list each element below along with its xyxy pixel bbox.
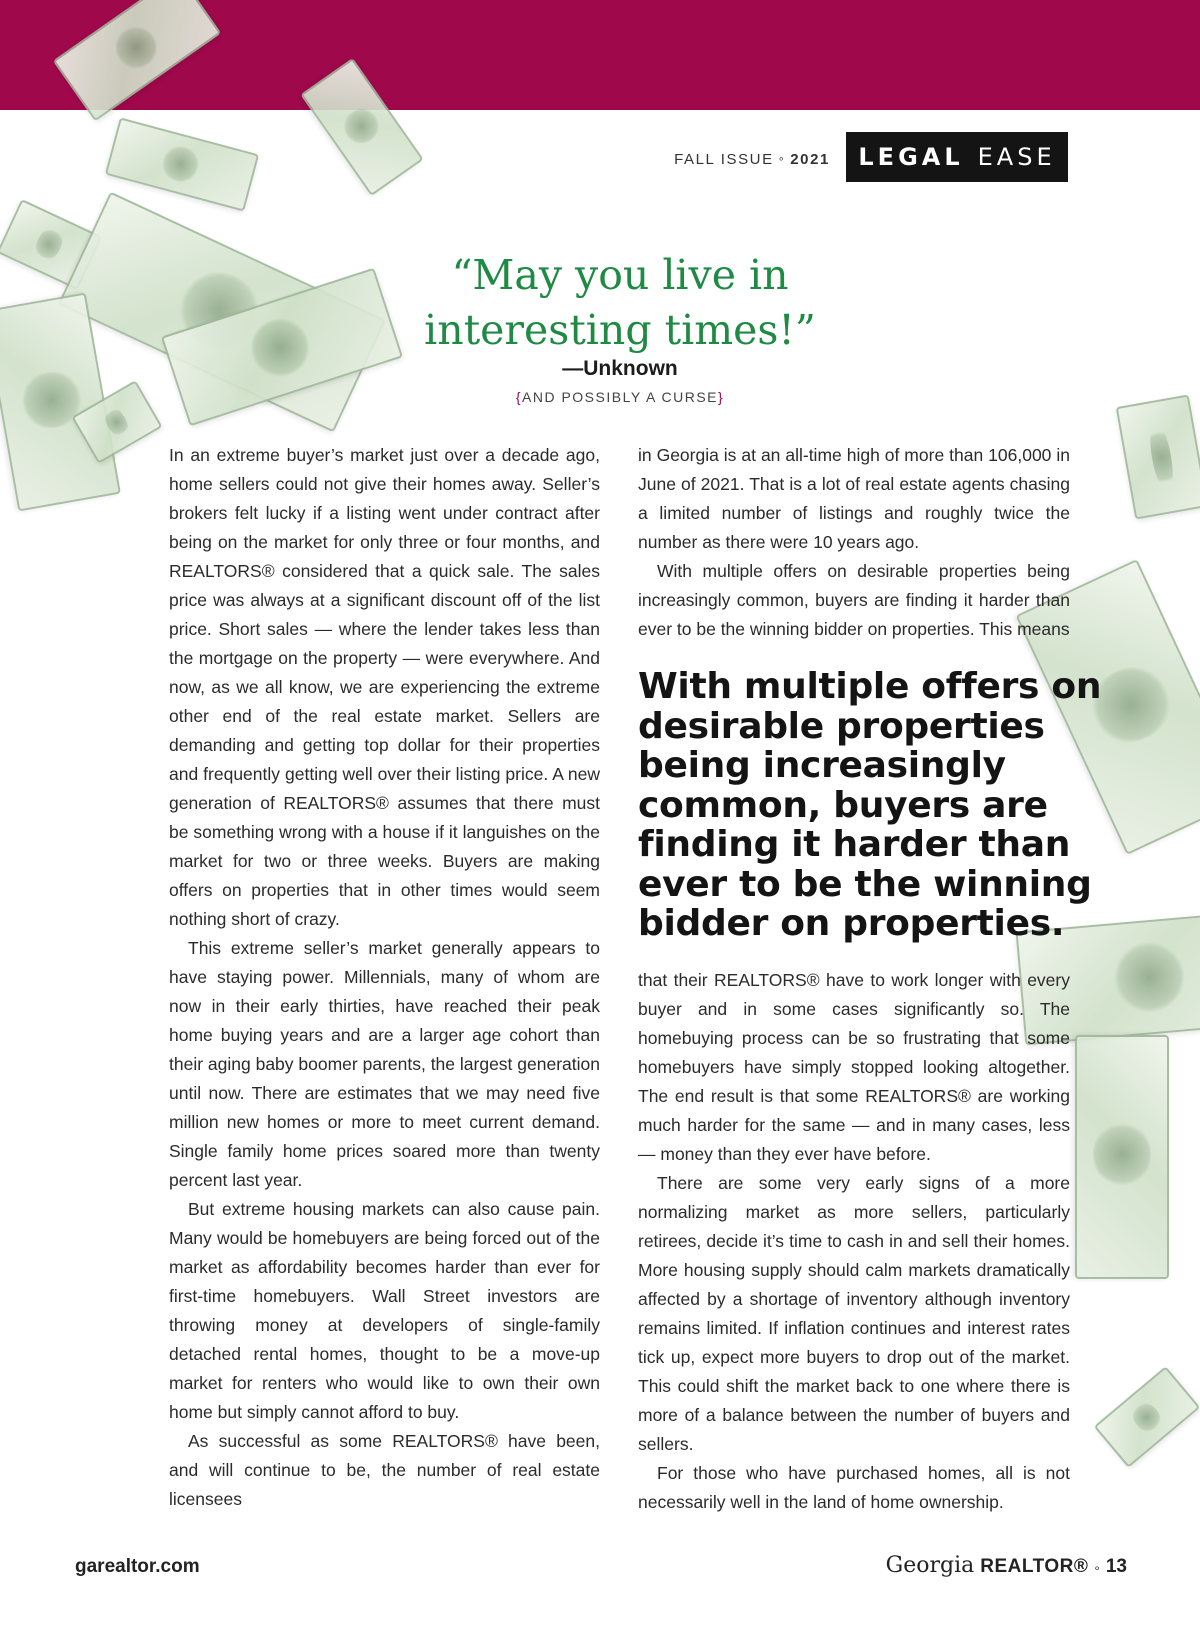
article-paragraph: But extreme housing markets can also cause pain. Many would be homebuyers are being forced out of the market as affordability becomes harder than ever for first-time homebuyers. Wall Street investors are throwing money at developers of single-family detached rental homes, thought to be a move-up market for renters who would like to own their own home but simply cannot afford to buy. [169, 1199, 600, 1422]
article-paragraph: that their REALTORS® have to work longer with every buyer and in some cases significantly so. The homebuying process can be so frustrating that some homebuyers have simply stopped looking altogether. The end result is that some REALTORS® are working much harder for the same — and in many cases, less — money than they ever have before. [638, 970, 1070, 1164]
issue-label: FALL ISSUE [674, 151, 774, 168]
quote-line-2: interesting times!” [424, 306, 816, 354]
article-paragraph: As successful as some REALTORS® have been, and will continue to be, the number of real estate licensees [169, 1431, 600, 1509]
issue-line [674, 151, 830, 168]
article-paragraph: In an extreme buyer’s market just over a decade ago, home sellers could not give their homes away. Seller’s brokers felt lucky if a listing went under contract after being on the market for only three or four months, and REALTORS® considered that a quick sale. The sales price was always at a significant discount off of the list price. Short sales — where the lender takes less than the mortgage on the property — were everywhere. And now, as we all know, we are experiencing the extreme other end of the real estate market. Sellers are demanding and getting top dollar for their properties and frequently getting well over their listing price. A new generation of REALTORS® assumes that there must be something wrong with a house if it languishes on the market for two or three weeks. Buyers are making offers on properties that in other times would seem nothing short of crazy. [169, 445, 600, 929]
brace-close: } [718, 389, 725, 405]
issue-year: 2021 [790, 151, 830, 168]
article-paragraph: For those who have purchased homes, all is not necessarily well in the land of home ownership. [638, 1463, 1070, 1512]
article-column-right-top [638, 441, 1070, 644]
brace-open: { [515, 389, 522, 405]
article-paragraph: in Georgia is at an all-time high of more than 106,000 in June of 2021. That is a lot of real estate agents chasing a limited number of listings and roughly twice the number as there were 10 years ago. [638, 445, 1070, 552]
article-paragraph: This extreme seller’s market generally appears to have staying power. Millennials, many of whom are now in their early thirties, have reached their peak home buying years and are a larger age cohort than their aging baby boomer parents, the largest generation until now. There are estimates that we may need five million new homes or more to meet current demand. Single family home prices soared more than twenty percent last year. [169, 938, 600, 1190]
article-column-right-bottom [638, 966, 1070, 1517]
money-bill-image [105, 117, 259, 211]
footer-folio [886, 1553, 1127, 1578]
section-title-part1: LEGAL [858, 143, 964, 171]
money-bill-image [1075, 1035, 1169, 1279]
article-paragraph: With multiple offers on desirable properties being increasingly common, buyers are finding it harder than ever to be the winning bidder on properties. This means [638, 561, 1070, 639]
magazine-brand: REALTOR® [980, 1556, 1089, 1577]
section-title-part2: EASE [977, 143, 1056, 171]
magazine-name: Georgia [885, 1553, 975, 1578]
quote-note-text: AND POSSIBLY A CURSE [522, 389, 718, 405]
epigraph-quote [380, 248, 860, 358]
separator-dot: ∘ [777, 153, 787, 165]
page-number: 13 [1105, 1556, 1127, 1577]
pull-quote: With multiple offers on desirable properties being increasingly common, buyers are finding it harder than ever to be the winning bidder on properties. [638, 666, 1102, 944]
quote-author: —Unknown [562, 357, 678, 380]
quote-line-1: “May you live in [451, 251, 789, 299]
section-badge [846, 132, 1068, 182]
quote-note [460, 389, 780, 405]
article-column-left [169, 441, 600, 1514]
article-paragraph: There are some very early signs of a more normalizing market as more sellers, particularly retirees, decide it’s time to cash in and sell their homes. More housing supply should calm markets dramatically affected by a shortage of inventory although inventory remains limited. If inflation continues and interest rates tick up, expect more buyers to drop out of the market. This could shift the market back to one where there is more of a balance between the number of buyers and sellers. [638, 1173, 1070, 1454]
footer-website-link[interactable]: garealtor.com [75, 1556, 200, 1577]
money-bill-image [1094, 1366, 1200, 1468]
money-bill-image [1116, 394, 1200, 519]
separator-dot: ∘ [1093, 1561, 1101, 1575]
